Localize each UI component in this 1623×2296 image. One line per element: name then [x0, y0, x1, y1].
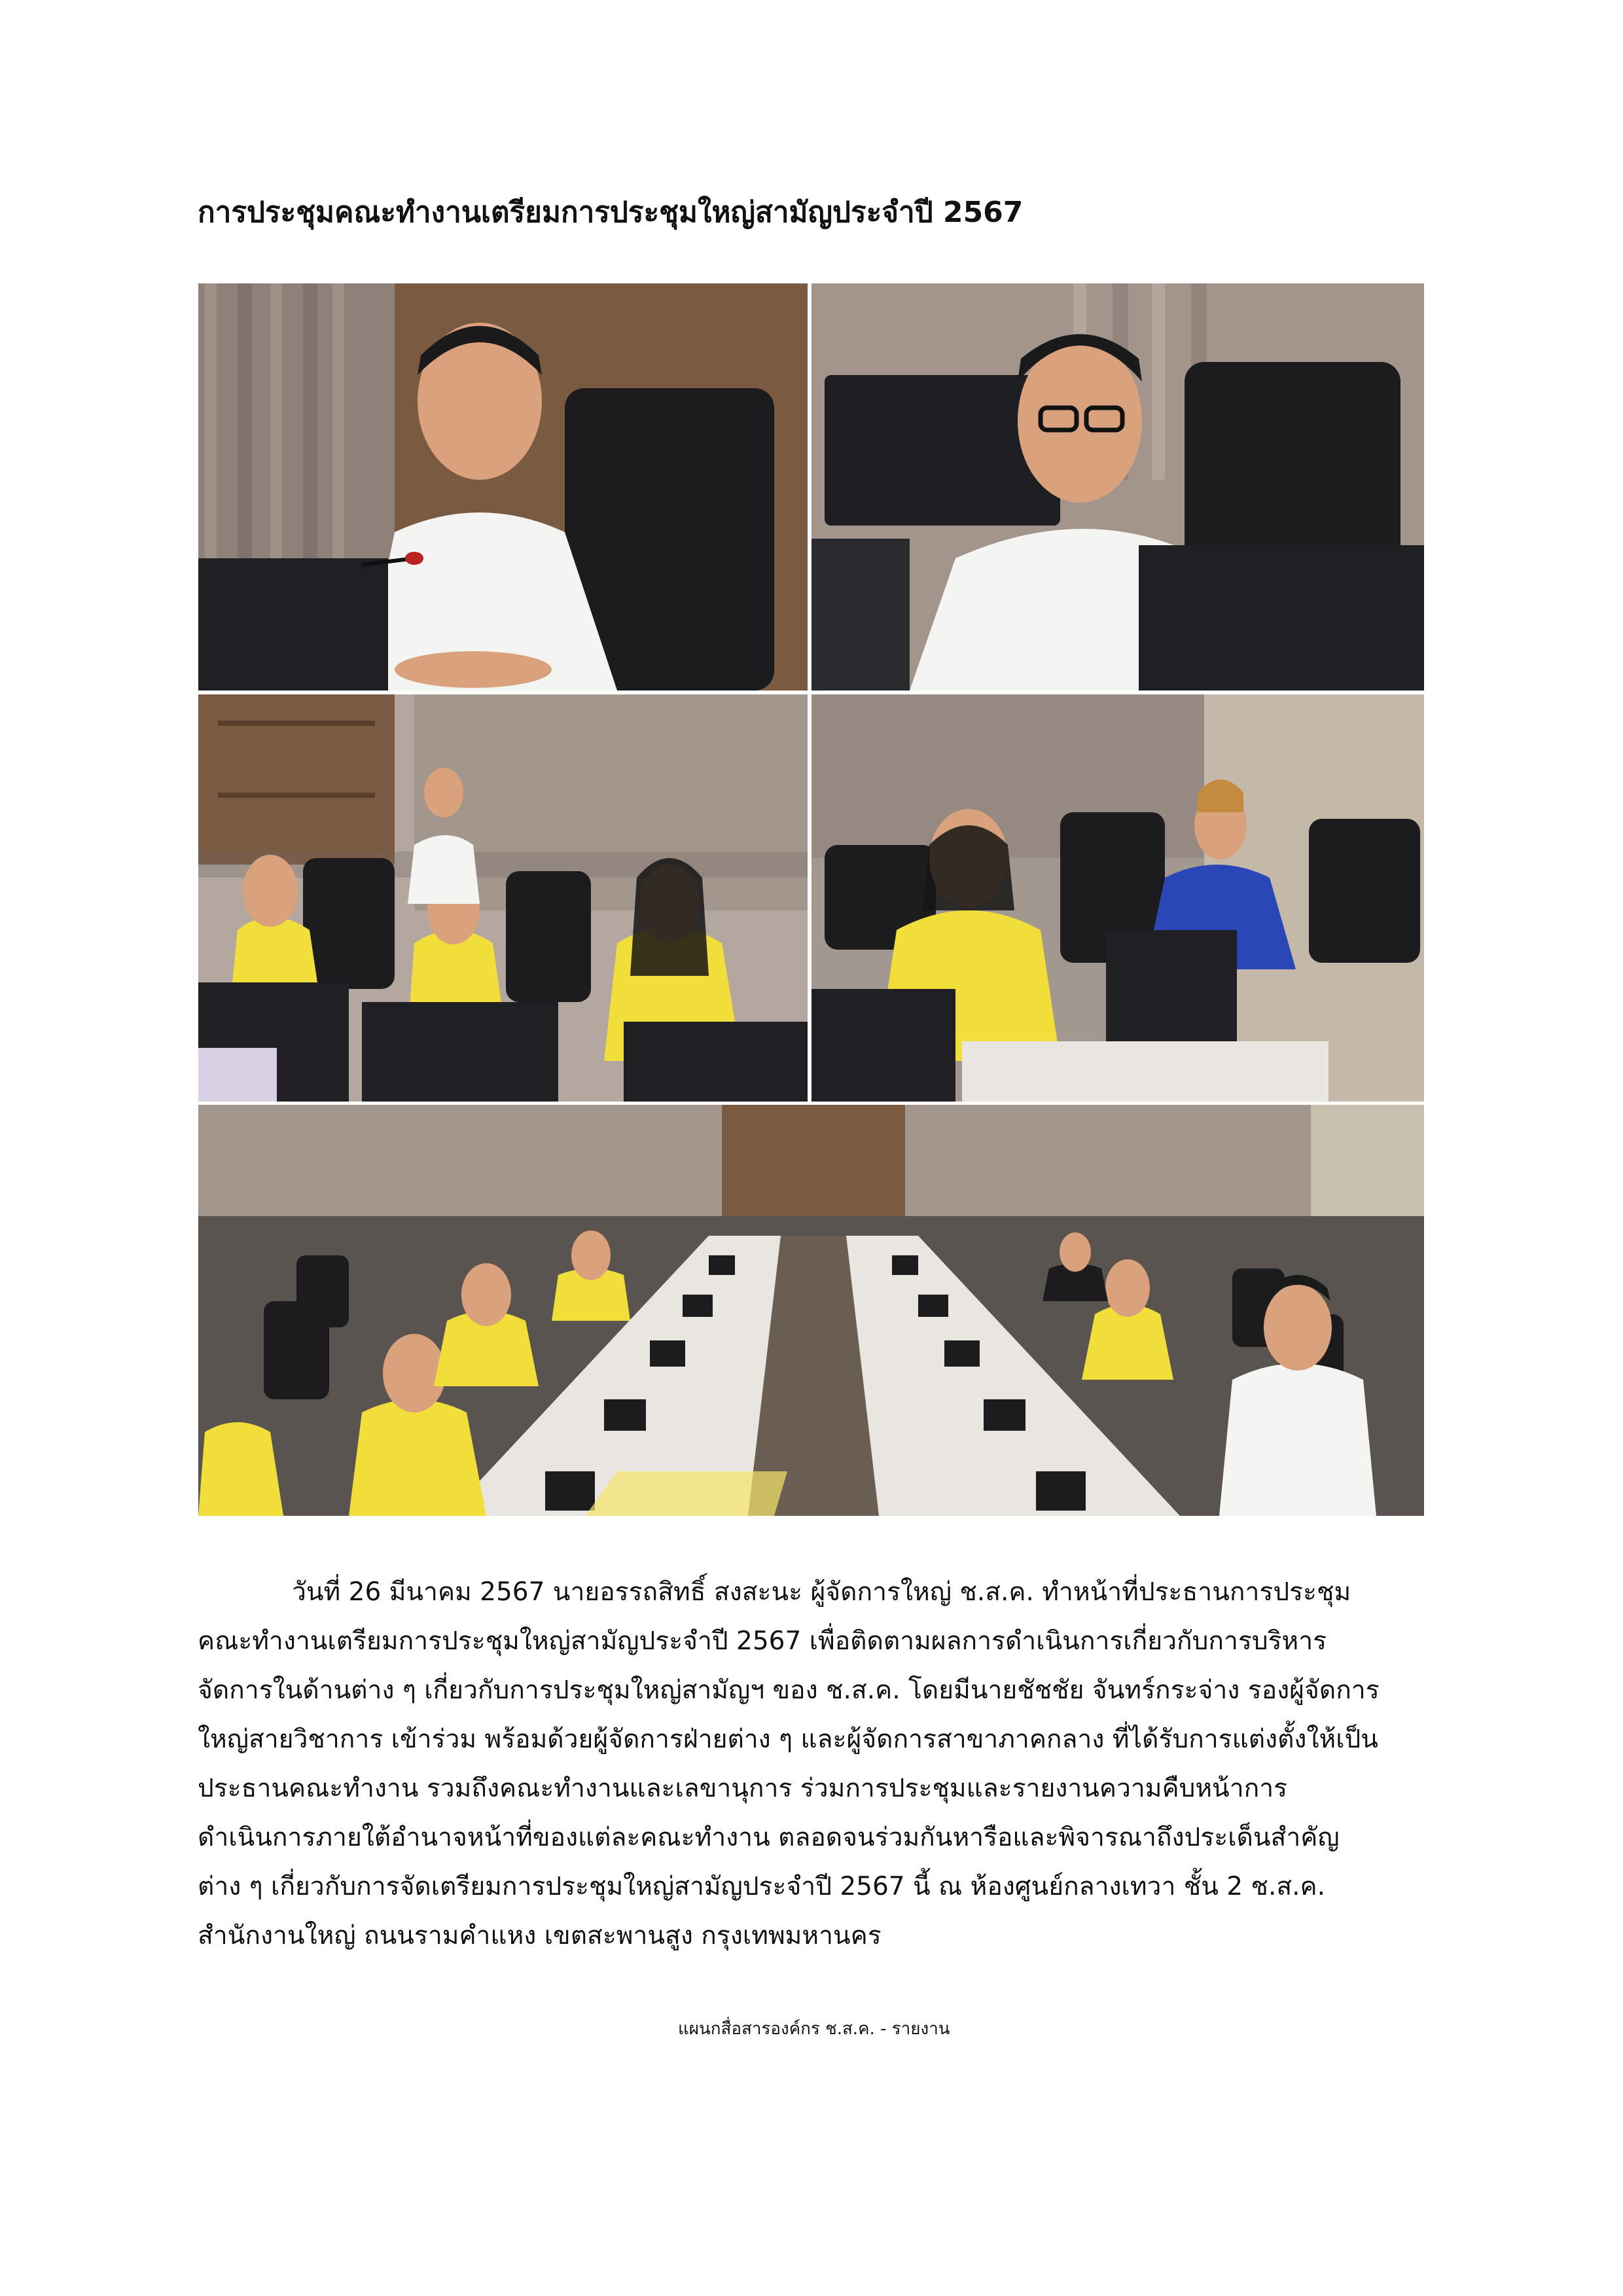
- body-line: คณะทำงานเตรียมการประชุมใหญ่สามัญประจำปี 2567 เพื่อติดตามผลการดำเนินการเกี่ยวกับการบริหาร: [198, 1626, 1327, 1656]
- body-line: ดำเนินการภายใต้อำนาจหน้าที่ของแต่ละคณะทำงาน ตลอดจนร่วมกันหารือและพิจารณาถึงประเด็นสำคัญ: [198, 1823, 1340, 1852]
- body-line: ใหญ่สายวิชาการ เข้าร่วม พร้อมด้วยผู้จัดการฝ่ายต่าง ๆ และผู้จัดการสาขาภาคกลาง ที่ได้รับการแต่งตั้งให้เป็น: [198, 1725, 1378, 1754]
- body-line: วันที่ 26 มีนาคม 2567 นายอรรถสิทธิ์ สงสะนะ ผู้จัดการใหญ่ ช.ส.ค. ทำหน้าที่ประธานการประชุม: [292, 1577, 1351, 1607]
- photo-meeting-chair: [198, 283, 808, 691]
- document-title: การประชุมคณะทำงานเตรียมการประชุมใหญ่สามัญประจำปี 2567: [198, 196, 1024, 229]
- body-line: สำนักงานใหญ่ ถนนรามคำแหง เขตสะพานสูง กรุงเทพมหานคร: [198, 1921, 882, 1950]
- photo-conference-room: [198, 1105, 1424, 1516]
- photo-working-group: [198, 694, 808, 1102]
- body-line: จัดการในด้านต่าง ๆ เกี่ยวกับการประชุมใหญ่สามัญฯ ของ ช.ส.ค. โดยมีนายชัชชัย จันทร์กระจ่าง รองผู้จัดการ: [198, 1676, 1380, 1705]
- report-credit: แผนกสื่อสารองค์กร ช.ส.ค. - รายงาน: [678, 2019, 950, 2039]
- photo-executive-glasses: [812, 283, 1424, 691]
- body-paragraph: [198, 1568, 1425, 1960]
- body-line: ต่าง ๆ เกี่ยวกับการจัดเตรียมการประชุมใหญ่สามัญประจำปี 2567 นี้ ณ ห้องศูนย์กลางเทวา ชั้น 2 ช.ส.ค.: [198, 1872, 1326, 1901]
- photo-attendees-yellow: [812, 694, 1424, 1102]
- body-line: ประธานคณะทำงาน รวมถึงคณะทำงานและเลขานุการ ร่วมการประชุมและรายงานความคืบหน้าการ: [198, 1774, 1288, 1803]
